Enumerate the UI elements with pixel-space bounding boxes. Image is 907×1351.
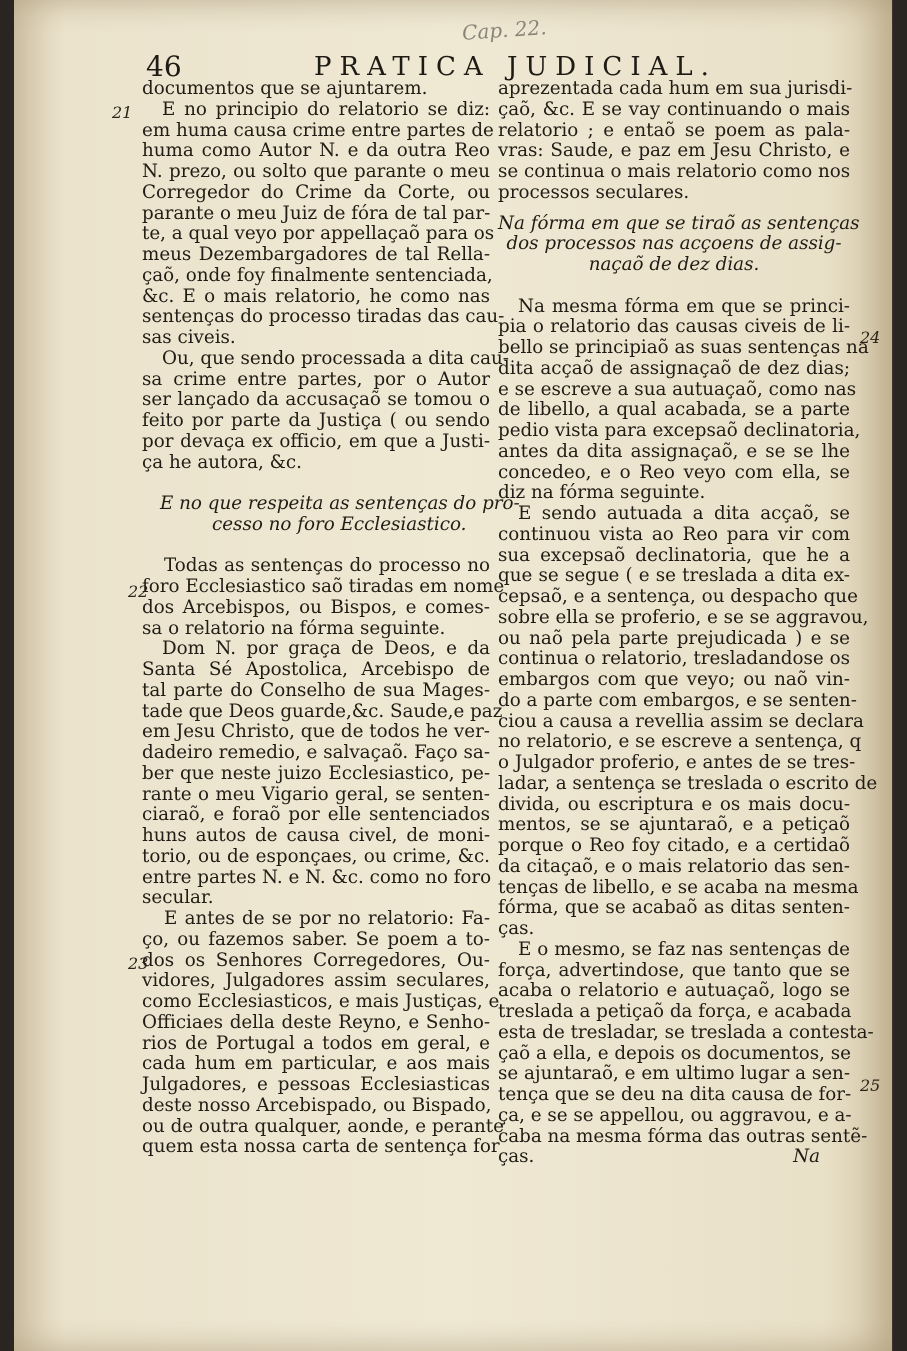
margin-number: 21 bbox=[112, 103, 133, 122]
text-line-end: ças. bbox=[498, 1146, 535, 1168]
text-line: rios de Portugal a todos em geral, e bbox=[142, 1032, 490, 1054]
text-line: foro Ecclesiastico saõ tiradas em nome bbox=[142, 576, 505, 597]
text-line: E o mesmo, se faz nas sentenças de bbox=[518, 938, 850, 960]
text-line: embargos com que veyo; ou naõ vin- bbox=[498, 669, 850, 690]
section-heading: cesso no foro Ecclesiastico. bbox=[212, 513, 467, 535]
text-line: Santa Sé Apostolica, Arcebispo de bbox=[142, 659, 490, 680]
text-line: feito por parte da Justiça ( ou sendo bbox=[142, 410, 490, 431]
text-line: çaõ a ella, e depois os documentos, se bbox=[498, 1042, 852, 1064]
text-line: entre partes N. e N. &c. como no foro bbox=[142, 866, 492, 888]
text-line: cada hum em particular, e aos mais bbox=[142, 1053, 490, 1075]
text-line: sua excepsaõ declinatoria, que he a bbox=[498, 544, 850, 566]
text-line: antes da dita assignaçaõ, e se se lhe bbox=[498, 440, 850, 462]
text-line: concedeo, e o Reo veyo com ella, se bbox=[498, 461, 850, 483]
margin-number: 25 bbox=[860, 1076, 881, 1095]
handwritten-chapter-note: Cap. 22. bbox=[461, 15, 548, 45]
text-line: Dom N. por graça de Deos, e da bbox=[162, 638, 490, 660]
text-line: vidores, Julgadores assim seculares, bbox=[142, 970, 490, 992]
text-line: ça he autora, &c. bbox=[142, 451, 302, 473]
text-line: caba na mesma fórma das outras sentẽ- bbox=[498, 1125, 868, 1147]
text-line: ser lançado da accusaçaõ se tomou o bbox=[142, 389, 490, 411]
section-heading: Na fórma em que se tiraõ as sentenças bbox=[498, 212, 860, 234]
book-spine-shadow bbox=[0, 0, 14, 1351]
text-line: Officiaes della deste Reyno, e Senho- bbox=[142, 1011, 490, 1033]
text-line: vras: Saude, e paz em Jesu Christo, e bbox=[498, 140, 850, 162]
text-line: do a parte com embargos, e se senten- bbox=[498, 689, 857, 711]
text-line: força, advertindose, que tanto que se bbox=[498, 959, 850, 981]
text-line: çaõ, &c. E se vay continuando o mais bbox=[498, 98, 850, 120]
text-line: huma como Autor N. e da outra Reo bbox=[142, 140, 490, 162]
text-line: huns autos de causa civel, de moni- bbox=[142, 825, 490, 846]
text-line: E antes de se por no relatorio: Fa- bbox=[164, 908, 490, 929]
section-heading: naçaõ de dez dias. bbox=[588, 254, 760, 275]
text-line: fórma, que se acabaõ as ditas senten- bbox=[498, 897, 850, 919]
text-line: pedio vista para excepsaõ declinatoria, bbox=[498, 420, 861, 441]
section-heading: E no que respeita as sentenças do pro- bbox=[160, 493, 520, 514]
text-line: documentos que se ajuntarem. bbox=[142, 78, 428, 99]
text-line: quem esta nossa carta de sentença for bbox=[142, 1136, 500, 1158]
section-heading: dos processos nas acçoens de assig- bbox=[506, 233, 842, 255]
text-line: ça, e se se appellou, ou aggravou, e a- bbox=[498, 1104, 852, 1126]
text-line: esta de tresladar, se treslada a contesta- bbox=[498, 1021, 874, 1043]
text-line: acaba o relatorio e autuaçaõ, logo se bbox=[498, 980, 850, 1002]
text-line: ciou a causa a revellia assim se declara bbox=[498, 710, 864, 732]
text-line: sas civeis. bbox=[142, 327, 236, 348]
text-line: de libello, a qual acabada, se a parte bbox=[498, 399, 850, 421]
text-line: em huma causa crime entre partes de bbox=[142, 119, 494, 141]
text-line bbox=[498, 1147, 850, 1168]
text-line: como Ecclesiasticos, e mais Justiças, e bbox=[142, 991, 500, 1012]
text-line: ladar, a sentença se treslada o escrito de bbox=[498, 772, 878, 794]
text-line: sa o relatorio na fórma seguinte. bbox=[142, 617, 446, 639]
text-line: torio, ou de esponçaes, ou crime, &c. bbox=[142, 845, 490, 867]
text-line: tal parte do Conselho de sua Mages- bbox=[142, 679, 490, 701]
text-line: cepsaõ, e a sentença, ou despacho que bbox=[498, 586, 858, 607]
text-line: sentenças do processo tiradas das cau- bbox=[142, 306, 505, 328]
text-line: te, a qual veyo por appellaçaõ para os bbox=[142, 223, 495, 245]
margin-number: 24 bbox=[860, 328, 881, 347]
text-line: e se escreve a sua autuaçaõ, como nas bbox=[498, 378, 857, 400]
text-line: ças. bbox=[498, 918, 535, 939]
text-line: E no principio do relatorio se diz: bbox=[162, 98, 490, 120]
text-line: porque o Reo foy citado, e a certidaõ bbox=[498, 835, 850, 856]
text-line: se ajuntaraõ, e em ultimo lugar a sen- bbox=[498, 1063, 850, 1085]
text-line: ciaraõ, e foraõ por elle sentenciados bbox=[142, 804, 490, 826]
text-line: tença que se deu na dita causa de for- bbox=[498, 1084, 852, 1105]
text-line: ço, ou fazemos saber. Se poem a to- bbox=[142, 928, 490, 950]
page-edge-shadow bbox=[893, 0, 907, 1351]
text-line: da citaçaõ, e o mais relatorio das sen- bbox=[498, 855, 850, 877]
text-line: relatorio ; e entaõ se poem as pala- bbox=[498, 119, 850, 141]
text-line: mentos, se se ajuntaraõ, e a petiçaõ bbox=[498, 814, 850, 836]
text-line: ber que neste juizo Ecclesiastico, pe- bbox=[142, 762, 490, 784]
text-line: Julgadores, e pessoas Ecclesiasticas bbox=[142, 1074, 490, 1095]
text-line: N. prezo, ou solto que parante o meu bbox=[142, 161, 490, 182]
text-line: sa crime entre partes, por o Autor bbox=[142, 368, 490, 390]
text-line: tade que Deos guarde,&c. Saude,e paz bbox=[142, 700, 503, 722]
text-line: diz na fórma seguinte. bbox=[498, 482, 706, 504]
text-line: continua o relatorio, tresladandose os bbox=[498, 648, 850, 670]
text-line: meus Dezembargadores de tal Rella- bbox=[142, 244, 490, 265]
text-line: dos Arcebispos, ou Bispos, e comes- bbox=[142, 596, 490, 618]
text-line: Corregedor do Crime da Corte, ou bbox=[142, 181, 490, 203]
text-line: no relatorio, e se escreve a sentença, q bbox=[498, 731, 862, 753]
text-line: parante o meu Juiz de fóra de tal par- bbox=[142, 202, 491, 224]
text-line: dos os Senhores Corregedores, Ou- bbox=[142, 949, 490, 971]
catchword: Na bbox=[793, 1146, 820, 1168]
text-line: Ou, que sendo processada a dita cau- bbox=[162, 347, 509, 369]
text-line: Todas as sentenças do processo no bbox=[164, 555, 490, 577]
text-line: deste nosso Arcebispado, ou Bispado, bbox=[142, 1094, 492, 1116]
text-line: continuou vista ao Reo para vir com bbox=[498, 523, 850, 545]
text-line: tenças de libello, e se acaba na mesma bbox=[498, 876, 859, 898]
text-line: çaõ, onde foy finalmente sentenciada, bbox=[142, 264, 493, 286]
text-line: divida, ou escriptura e os mais docu- bbox=[498, 793, 850, 815]
book-page bbox=[14, 0, 892, 1351]
text-line: rante o meu Vigario geral, se senten- bbox=[142, 783, 490, 805]
running-title: PRATICA JUDICIAL. bbox=[314, 52, 717, 82]
text-line: ou de outra qualquer, aonde, e perante bbox=[142, 1115, 504, 1137]
text-line: que se segue ( e se treslada a dita ex- bbox=[498, 565, 850, 587]
text-line: dadeiro remedio, e salvaçaõ. Faço sa- bbox=[142, 742, 490, 763]
text-line: bello se principiaõ as suas sentenças na bbox=[498, 337, 869, 358]
text-line: E sendo autuada a dita acçaõ, se bbox=[518, 503, 850, 524]
text-line: pia o relatorio das causas civeis de li- bbox=[498, 316, 850, 338]
margin-number: 22 bbox=[128, 582, 149, 601]
text-line: sobre ella se proferio, e se se aggravou, bbox=[498, 606, 869, 628]
text-line: o Julgador proferio, e antes de se tres- bbox=[498, 752, 856, 773]
text-line: se continua o mais relatorio como nos bbox=[498, 161, 851, 182]
text-line: aprezentada cada hum em sua jurisdi- bbox=[498, 78, 853, 99]
text-line: ou naõ pela parte prejudicada ) e se bbox=[498, 627, 850, 649]
text-line: dita acçaõ de assignaçaõ de dez dias; bbox=[498, 357, 850, 379]
text-line: treslada a petiçaõ da força, e acabada bbox=[498, 1001, 852, 1022]
text-line: processos seculares. bbox=[498, 181, 690, 203]
left-column bbox=[142, 78, 520, 1158]
text-line: por devaça ex officio, em que a Justi- bbox=[142, 430, 490, 452]
text-line: Na mesma fórma em que se princi- bbox=[518, 295, 850, 317]
text-line: secular. bbox=[142, 887, 214, 909]
text-line: em Jesu Christo, que de todos he ver- bbox=[142, 721, 490, 743]
text-line: &c. E o mais relatorio, he como nas bbox=[142, 285, 490, 307]
margin-number: 23 bbox=[128, 954, 149, 973]
page-number: 46 bbox=[146, 50, 182, 83]
